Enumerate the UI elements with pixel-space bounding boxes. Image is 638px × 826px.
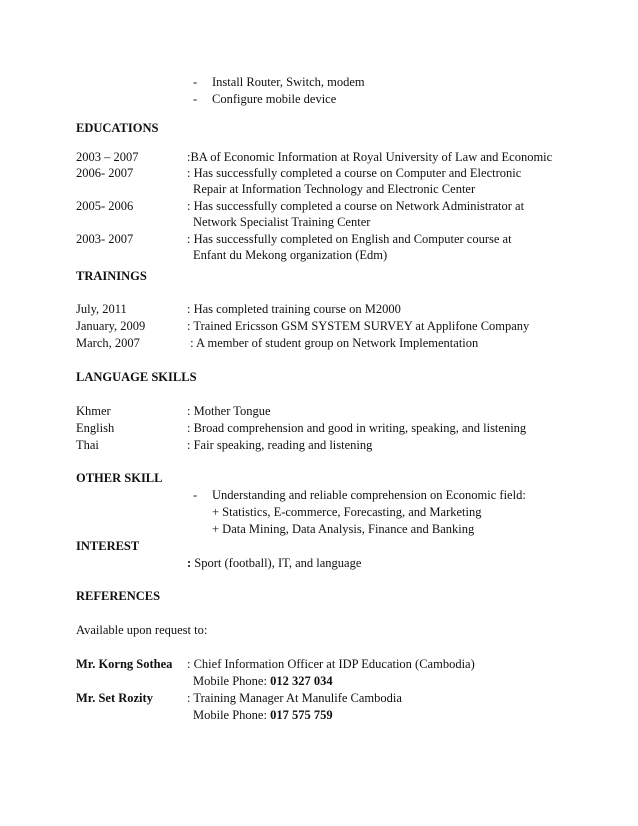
reference-role: : Training Manager At Manulife Cambodia [187,691,402,705]
other-skill-sub: + Data Mining, Data Analysis, Finance and Banking [212,522,475,536]
references-intro: Available upon request to: [76,623,208,637]
language-name: English [76,421,115,435]
education-line: : Has successfully completed a course on Network Administrator at [187,199,525,213]
educations-heading: EDUCATIONS [76,121,159,135]
training-text: : A member of student group on Network Implementation [187,336,479,350]
phone-number: 012 327 034 [270,674,333,688]
training-date: January, 2009 [76,319,146,333]
language-level: : Mother Tongue [187,404,271,418]
bullet-dash: - [193,92,198,106]
reference-phone-line [193,673,333,690]
language-level: : Fair speaking, reading and listening [187,438,373,452]
interest-colon: : [187,556,192,570]
interest-value: Sport (football), IT, and language [191,556,362,570]
bullet-dash: - [193,488,198,502]
training-date: March, 2007 [76,336,140,350]
training-text: : Trained Ericsson GSM SYSTEM SURVEY at Applifone Company [187,319,530,333]
language-level: : Broad comprehension and good in writing, speaking, and listening [187,421,527,435]
education-line: Enfant du Mekong organization (Edm) [193,248,388,262]
top-bullet-2: Configure mobile device [212,92,337,106]
reference-name: Mr. Korng Sothea [76,657,173,671]
education-line: : Has successfully completed a course on Computer and Electronic [187,166,522,180]
phone-number: 017 575 759 [270,708,333,722]
other-skill-heading: OTHER SKILL [76,471,163,485]
reference-phone-line [193,707,333,724]
language-name: Thai [76,438,99,452]
bullet-dash: - [193,75,198,89]
education-date: 2005- 2006 [76,199,134,213]
references-heading: REFERENCES [76,589,161,603]
education-date: 2003- 2007 [76,232,134,246]
education-line: :BA of Economic Information at Royal University of Law and Economic [187,150,553,164]
language-name: Khmer [76,404,111,418]
phone-label: Mobile Phone: [193,674,271,688]
trainings-heading: TRAININGS [76,269,147,283]
language-skills-heading: LANGUAGE SKILLS [76,370,197,384]
education-line: Network Specialist Training Center [193,215,371,229]
education-date: 2003 – 2007 [76,150,139,164]
education-line: : Has successfully completed on English and Computer course at [187,232,512,246]
other-skill-sub: + Statistics, E-commerce, Forecasting, and Marketing [212,505,482,519]
reference-name: Mr. Set Rozity [76,691,153,705]
top-bullet-1: Install Router, Switch, modem [212,75,365,89]
interest-text [187,555,361,572]
education-line: Repair at Information Technology and Electronic Center [193,182,476,196]
training-date: July, 2011 [76,302,127,316]
reference-role: : Chief Information Officer at IDP Education (Cambodia) [187,657,475,671]
other-skill-bullet: Understanding and reliable comprehension on Economic field: [212,488,526,502]
education-date: 2006- 2007 [76,166,134,180]
training-text: : Has completed training course on M2000 [187,302,401,316]
interest-heading: INTEREST [76,539,140,553]
phone-label: Mobile Phone: [193,708,271,722]
